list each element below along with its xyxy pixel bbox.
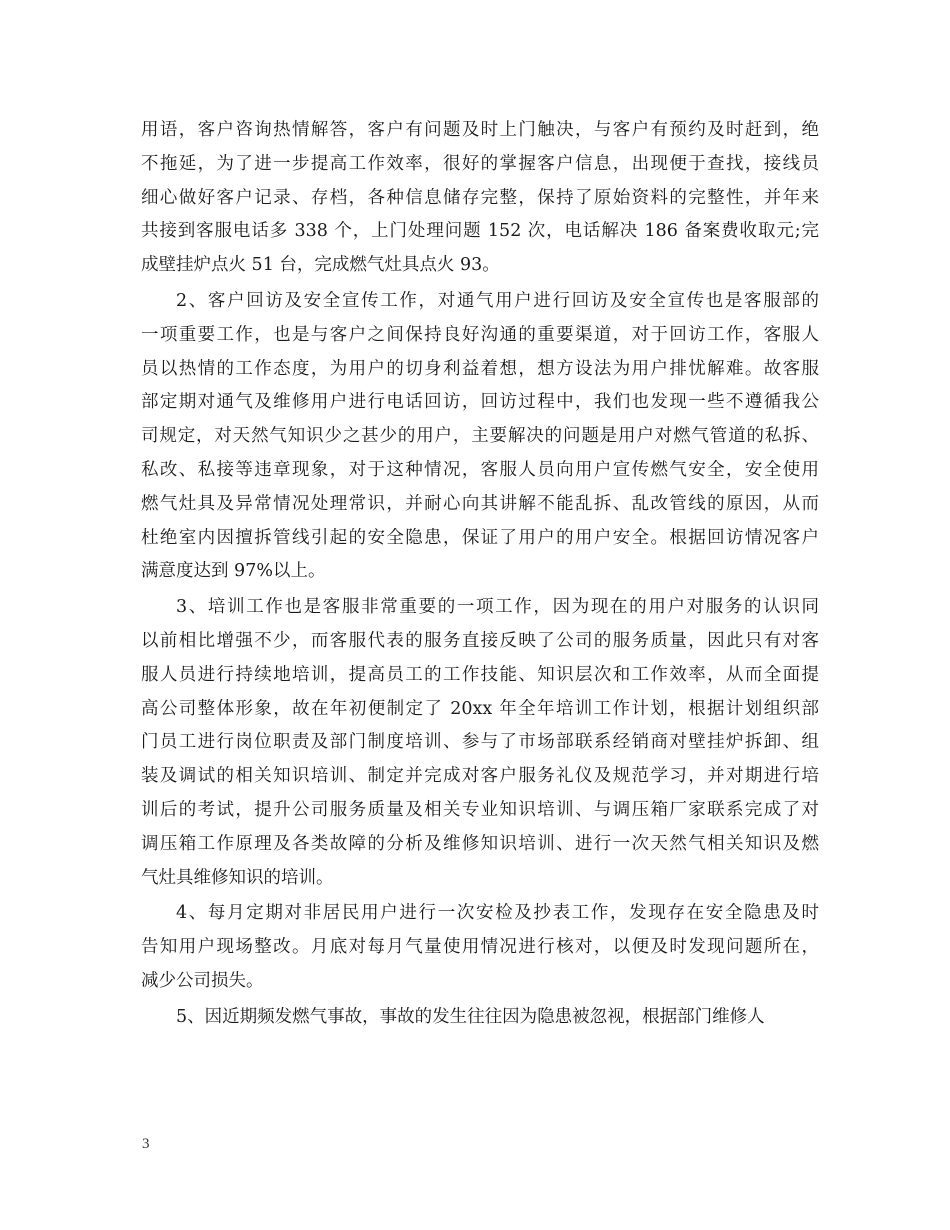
text-line: 杜绝室内因擅拆管线引起的安全隐患，保证了用户的用户安全。根据回访情况客户: [141, 527, 819, 548]
text-line: 不拖延，为了进一步提高工作效率，很好的掌握客户信息，出现便于查找，接线员: [141, 153, 819, 174]
text-line: 司规定，对天然气知识少之甚少的用户，主要解决的问题是用户对燃气管道的私拆、: [141, 426, 819, 447]
text-line: 告知用户现场整改。月底对每月气量使用情况进行核对，以便及时发现问题所在，: [141, 937, 819, 958]
text-line: 私改、私接等违章现象，对于这种情况，客服人员向用户宣传燃气安全，安全使用: [141, 459, 819, 480]
text-line: 细心做好客户记录、存档，各种信息储存完整，保持了原始资料的完整性，并年来: [141, 187, 819, 208]
text-line: 部定期对通气及维修用户进行电话回访，回访过程中，我们也发现一些不遵循我公: [141, 392, 819, 413]
paragraph-p-2: [141, 285, 819, 589]
text-line: 调压箱工作原理及各类故障的分析及维修知识培训、进行一次天然气相关知识及燃: [141, 833, 819, 854]
text-line: 2、客户回访及安全宣传工作，对通气用户进行回访及安全宣传也是客服部的: [176, 290, 819, 311]
text-line: 高公司整体形象，故在年初便制定了 20xx 年全年培训工作计划，根据计划组织部: [141, 698, 819, 719]
page-number: 3: [142, 1136, 150, 1152]
text-line: 门员工进行岗位职责及部门制度培训、参与了市场部联系经销商对壁挂炉拆卸、组: [141, 732, 819, 753]
text-line: 服人员进行持续地培训，提高员工的工作技能、知识层次和工作效率，从而全面提: [141, 664, 819, 685]
text-line: 燃气灶具及异常情况处理常识，并耐心向其讲解不能乱拆、乱改管线的原因，从而: [141, 493, 819, 514]
text-line: 以前相比增强不少，而客服代表的服务直接反映了公司的服务质量，因此只有对客: [141, 630, 819, 651]
text-line: 满意度达到 97%以上。: [141, 561, 326, 582]
text-line: 训后的考试，提升公司服务质量及相关专业知识培训、与调压箱厂家联系完成了对: [141, 799, 819, 820]
text-line: 3、培训工作也是客服非常重要的一项工作，因为现在的用户对服务的认识同: [176, 597, 819, 618]
text-line: 气灶具维修知识的培训。: [141, 867, 334, 888]
text-line: 用语，客户咨询热情解答，客户有问题及时上门触决，与客户有预约及时赶到，绝: [141, 120, 819, 140]
paragraph-p-4: [141, 897, 819, 998]
text-line: 成壁挂炉点火 51 台，完成燃气灶具点火 93。: [141, 255, 500, 276]
text-line: 员以热情的工作态度，为用户的切身利益着想，想方设法为用户排忧解难。故客服: [141, 358, 819, 379]
text-line: 减少公司损失。: [141, 970, 264, 991]
paragraph-p-3: [141, 591, 819, 895]
paragraph-p-intro-cont: [141, 114, 819, 283]
text-line: 4、每月定期对非居民用户进行一次安检及抄表工作，发现存在安全隐患及时: [176, 903, 819, 924]
document-body: [141, 114, 819, 1037]
paragraph-p-5: [141, 1001, 819, 1035]
text-line: 一项重要工作，也是与客户之间保持良好沟通的重要渠道，对于回访工作，客服人: [141, 324, 819, 345]
text-line: 装及调试的相关知识培训、制定并完成对客户服务礼仪及规范学习，并对期进行培: [141, 766, 819, 787]
text-line: 5、因近期频发燃气事故，事故的发生往往因为隐患被忽视，根据部门维修人: [176, 1006, 765, 1027]
text-line: 共接到客服电话多 338 个，上门处理问题 152 次，电话解决 186 备案费收取元;完: [141, 221, 819, 242]
